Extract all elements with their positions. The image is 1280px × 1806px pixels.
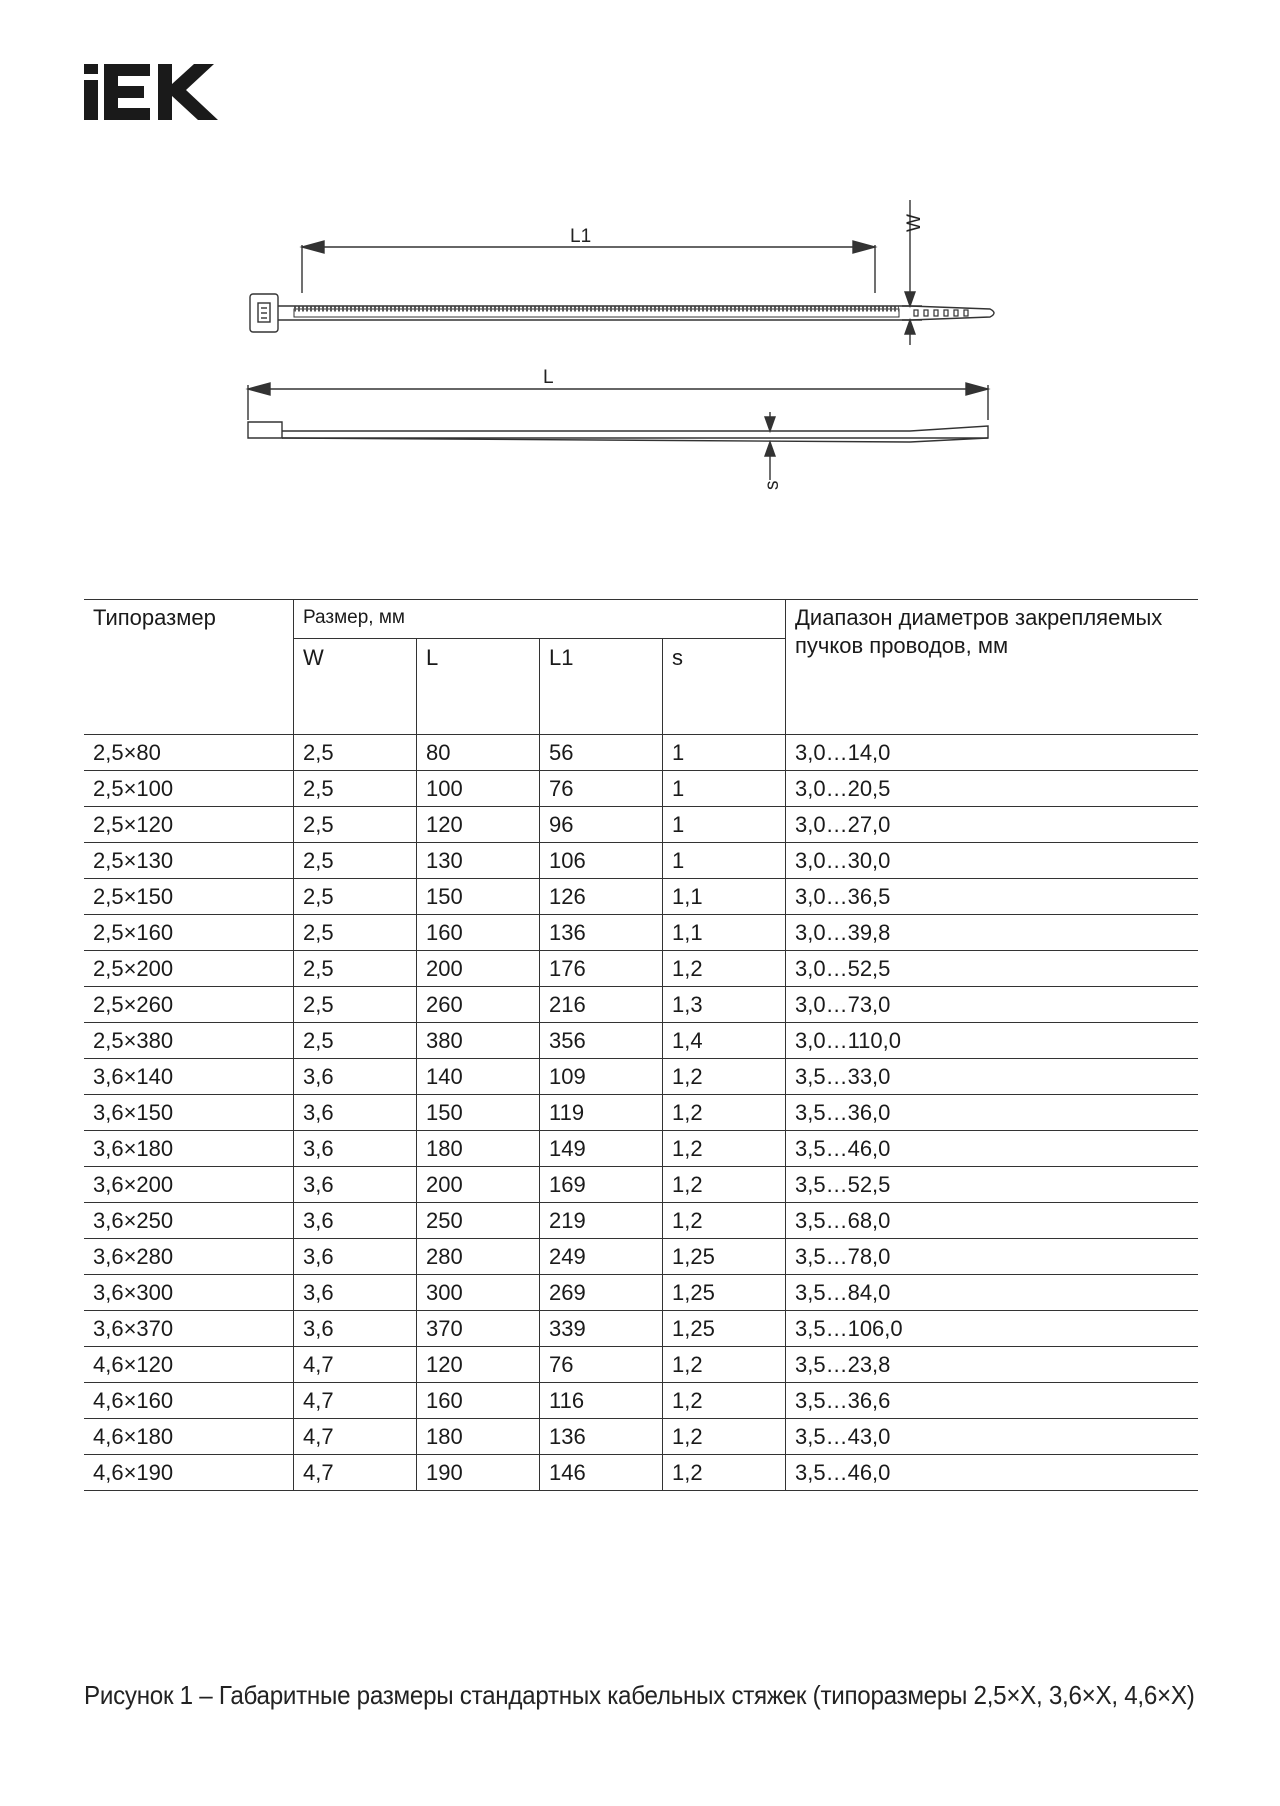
- table-row: [84, 1275, 1198, 1311]
- header-L: L: [417, 639, 540, 735]
- dim-label-W: W: [904, 214, 925, 232]
- cell-L1: 356: [540, 1023, 663, 1059]
- table-row: [84, 1131, 1198, 1167]
- cell-range: 3,0…14,0: [786, 735, 1199, 771]
- cell-L: 160: [417, 1383, 540, 1419]
- cell-range: 3,0…39,8: [786, 915, 1199, 951]
- cell-range: 3,0…110,0: [786, 1023, 1199, 1059]
- cell-size-type: 2,5×130: [84, 843, 294, 879]
- cell-W: 4,7: [294, 1419, 417, 1455]
- header-W: W: [294, 639, 417, 735]
- cell-size-type: 2,5×160: [84, 915, 294, 951]
- cell-size-type: 3,6×140: [84, 1059, 294, 1095]
- table-row: [84, 843, 1198, 879]
- cell-W: 4,7: [294, 1455, 417, 1491]
- cell-s: 1,1: [663, 915, 786, 951]
- cell-L: 150: [417, 1095, 540, 1131]
- cell-W: 2,5: [294, 843, 417, 879]
- cell-L: 260: [417, 987, 540, 1023]
- cell-L1: 219: [540, 1203, 663, 1239]
- cell-range: 3,0…36,5: [786, 879, 1199, 915]
- cell-range: 3,5…78,0: [786, 1239, 1199, 1275]
- table-header-row: [84, 600, 1198, 639]
- cell-W: 3,6: [294, 1059, 417, 1095]
- cell-size-type: 3,6×150: [84, 1095, 294, 1131]
- cell-W: 2,5: [294, 771, 417, 807]
- cell-L: 100: [417, 771, 540, 807]
- cell-size-type: 2,5×100: [84, 771, 294, 807]
- cell-L1: 216: [540, 987, 663, 1023]
- cable-tie-drawing: [230, 190, 1030, 500]
- cell-L1: 96: [540, 807, 663, 843]
- cell-L: 280: [417, 1239, 540, 1275]
- cell-L: 250: [417, 1203, 540, 1239]
- cell-s: 1,25: [663, 1311, 786, 1347]
- cell-s: 1,2: [663, 951, 786, 987]
- cell-L: 180: [417, 1131, 540, 1167]
- cell-size-type: 3,6×180: [84, 1131, 294, 1167]
- cell-W: 4,7: [294, 1347, 417, 1383]
- cell-L1: 119: [540, 1095, 663, 1131]
- cell-range: 3,0…73,0: [786, 987, 1199, 1023]
- cell-size-type: 3,6×370: [84, 1311, 294, 1347]
- cell-s: 1,25: [663, 1275, 786, 1311]
- cell-s: 1,3: [663, 987, 786, 1023]
- table-row: [84, 735, 1198, 771]
- cell-L: 190: [417, 1455, 540, 1491]
- cell-range: 3,5…43,0: [786, 1419, 1199, 1455]
- table-row: [84, 771, 1198, 807]
- cell-L1: 76: [540, 1347, 663, 1383]
- table-row: [84, 1203, 1198, 1239]
- cell-s: 1,2: [663, 1383, 786, 1419]
- dim-label-s: s: [762, 480, 783, 490]
- table-row: [84, 1311, 1198, 1347]
- cell-L: 120: [417, 807, 540, 843]
- cell-L1: 136: [540, 1419, 663, 1455]
- dimensions-table: [84, 599, 1198, 1491]
- table-row: [84, 987, 1198, 1023]
- table-row: [84, 1455, 1198, 1491]
- cell-L: 150: [417, 879, 540, 915]
- table-row: [84, 1167, 1198, 1203]
- cell-L: 200: [417, 1167, 540, 1203]
- cell-L1: 149: [540, 1131, 663, 1167]
- cell-s: 1,25: [663, 1239, 786, 1275]
- header-s: s: [663, 639, 786, 735]
- cell-W: 2,5: [294, 879, 417, 915]
- table-row: [84, 951, 1198, 987]
- table-row: [84, 1059, 1198, 1095]
- cell-range: 3,0…27,0: [786, 807, 1199, 843]
- cell-L1: 106: [540, 843, 663, 879]
- cell-size-type: 4,6×180: [84, 1419, 294, 1455]
- table-row: [84, 915, 1198, 951]
- cell-W: 2,5: [294, 807, 417, 843]
- dim-label-L: L: [543, 367, 554, 388]
- cell-range: 3,5…36,0: [786, 1095, 1199, 1131]
- table-row: [84, 807, 1198, 843]
- cell-s: 1,1: [663, 879, 786, 915]
- cell-L: 160: [417, 915, 540, 951]
- cell-L1: 126: [540, 879, 663, 915]
- cell-s: 1,2: [663, 1095, 786, 1131]
- cell-s: 1,2: [663, 1203, 786, 1239]
- cell-W: 2,5: [294, 987, 417, 1023]
- cell-range: 3,5…33,0: [786, 1059, 1199, 1095]
- table-row: [84, 1383, 1198, 1419]
- cell-s: 1,2: [663, 1419, 786, 1455]
- header-size-group: Размер, мм: [294, 600, 786, 639]
- cell-range: 3,5…68,0: [786, 1203, 1199, 1239]
- cell-L1: 146: [540, 1455, 663, 1491]
- cell-s: 1: [663, 735, 786, 771]
- cell-L1: 176: [540, 951, 663, 987]
- cell-L1: 249: [540, 1239, 663, 1275]
- cell-s: 1,2: [663, 1059, 786, 1095]
- cell-L1: 136: [540, 915, 663, 951]
- cell-s: 1,2: [663, 1167, 786, 1203]
- cell-L1: 109: [540, 1059, 663, 1095]
- cell-L: 80: [417, 735, 540, 771]
- cell-L1: 116: [540, 1383, 663, 1419]
- cell-L: 140: [417, 1059, 540, 1095]
- cell-L: 180: [417, 1419, 540, 1455]
- cell-size-type: 2,5×380: [84, 1023, 294, 1059]
- cell-W: 2,5: [294, 951, 417, 987]
- table-row: [84, 1347, 1198, 1383]
- cell-size-type: 2,5×200: [84, 951, 294, 987]
- cell-size-type: 2,5×80: [84, 735, 294, 771]
- cell-range: 3,5…46,0: [786, 1455, 1199, 1491]
- cell-W: 3,6: [294, 1131, 417, 1167]
- table-body: [84, 735, 1198, 1491]
- cell-W: 3,6: [294, 1095, 417, 1131]
- table-row: [84, 1095, 1198, 1131]
- cell-W: 2,5: [294, 915, 417, 951]
- cell-range: 3,5…84,0: [786, 1275, 1199, 1311]
- table-row: [84, 1419, 1198, 1455]
- cell-L1: 269: [540, 1275, 663, 1311]
- iek-logo: [84, 64, 226, 120]
- cell-s: 1,2: [663, 1131, 786, 1167]
- cell-L: 300: [417, 1275, 540, 1311]
- cell-range: 3,0…20,5: [786, 771, 1199, 807]
- cell-W: 3,6: [294, 1167, 417, 1203]
- cell-size-type: 4,6×190: [84, 1455, 294, 1491]
- cell-W: 2,5: [294, 735, 417, 771]
- cell-L: 120: [417, 1347, 540, 1383]
- cell-s: 1,2: [663, 1455, 786, 1491]
- cell-range: 3,5…46,0: [786, 1131, 1199, 1167]
- header-L1: L1: [540, 639, 663, 735]
- cell-range: 3,5…23,8: [786, 1347, 1199, 1383]
- cell-W: 3,6: [294, 1203, 417, 1239]
- cell-size-type: 2,5×150: [84, 879, 294, 915]
- figure-caption: Рисунок 1 – Габаритные размеры стандартных кабельных стяжек (типоразмеры 2,5×X, 3,6×X, 4,6×X): [84, 1680, 1195, 1710]
- cell-range: 3,5…52,5: [786, 1167, 1199, 1203]
- cell-L: 380: [417, 1023, 540, 1059]
- header-size-type: Типоразмер: [84, 600, 294, 735]
- cell-s: 1,4: [663, 1023, 786, 1059]
- cell-size-type: 4,6×160: [84, 1383, 294, 1419]
- dim-label-L1: L1: [570, 226, 592, 247]
- cell-L1: 169: [540, 1167, 663, 1203]
- cell-range: 3,5…106,0: [786, 1311, 1199, 1347]
- cell-W: 3,6: [294, 1275, 417, 1311]
- cell-L1: 339: [540, 1311, 663, 1347]
- cell-s: 1: [663, 807, 786, 843]
- table-row: [84, 879, 1198, 915]
- cell-s: 1: [663, 843, 786, 879]
- cell-range: 3,0…30,0: [786, 843, 1199, 879]
- cell-W: 4,7: [294, 1383, 417, 1419]
- cell-L: 370: [417, 1311, 540, 1347]
- cell-size-type: 2,5×260: [84, 987, 294, 1023]
- header-range: Диапазон диаметров закрепляемых пучков проводов, мм: [786, 600, 1199, 735]
- cell-L: 130: [417, 843, 540, 879]
- cell-s: 1,2: [663, 1347, 786, 1383]
- cell-L1: 76: [540, 771, 663, 807]
- table-row: [84, 1023, 1198, 1059]
- cell-size-type: 4,6×120: [84, 1347, 294, 1383]
- cell-size-type: 3,6×250: [84, 1203, 294, 1239]
- cell-L: 200: [417, 951, 540, 987]
- cell-range: 3,0…52,5: [786, 951, 1199, 987]
- cell-size-type: 3,6×200: [84, 1167, 294, 1203]
- cell-size-type: 3,6×280: [84, 1239, 294, 1275]
- cell-W: 3,6: [294, 1311, 417, 1347]
- cell-W: 3,6: [294, 1239, 417, 1275]
- cell-W: 2,5: [294, 1023, 417, 1059]
- cell-size-type: 3,6×300: [84, 1275, 294, 1311]
- cell-size-type: 2,5×120: [84, 807, 294, 843]
- table-row: [84, 1239, 1198, 1275]
- cell-L1: 56: [540, 735, 663, 771]
- cell-s: 1: [663, 771, 786, 807]
- cell-range: 3,5…36,6: [786, 1383, 1199, 1419]
